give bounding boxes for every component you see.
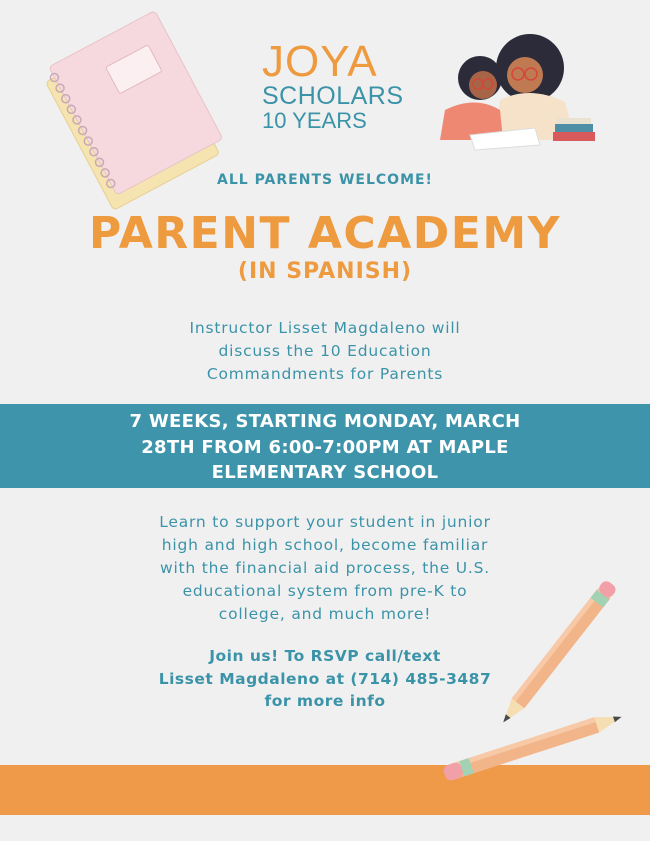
parent-child-reading-illustration (425, 30, 610, 160)
description-line: high and high school, become familiar (161, 536, 489, 554)
logo-joya: JOYA (262, 37, 378, 86)
notebooks-illustration (30, 0, 230, 200)
joya-scholars-logo (262, 37, 404, 133)
schedule-line: 7 WEEKS, STARTING MONDAY, MARCH (129, 411, 521, 432)
description-line: educational system from pre-K to (182, 582, 468, 600)
intro-line: Instructor Lisset Magdaleno will (189, 319, 461, 337)
rsvp-line: Join us! To RSVP call/text (209, 647, 441, 665)
schedule-text (90, 409, 560, 486)
page-title: PARENT ACADEMY (89, 208, 561, 259)
schedule-line: ELEMENTARY SCHOOL (211, 462, 439, 483)
description-line: Learn to support your student in junior (159, 513, 491, 531)
instructor-description (150, 317, 500, 386)
logo-years: 10 YEARS (262, 108, 367, 133)
welcome-heading: ALL PARENTS WELCOME! (217, 172, 433, 188)
program-description (120, 511, 530, 626)
rsvp-line: for more info (264, 692, 386, 710)
intro-line: discuss the 10 Education (218, 342, 432, 360)
pencil-icon (430, 700, 640, 790)
description-line: with the financial aid process, the U.S. (159, 559, 491, 577)
intro-line: Commandments for Parents (206, 365, 444, 383)
rsvp-line: Lisset Magdaleno at (714) 485-3487 (158, 669, 492, 688)
schedule-line: 28TH FROM 6:00-7:00PM AT MAPLE (141, 436, 509, 458)
description-line: college, and much more! (218, 605, 432, 623)
page-subtitle: (IN SPANISH) (237, 259, 413, 284)
logo-scholars: SCHOLARS (262, 82, 404, 110)
